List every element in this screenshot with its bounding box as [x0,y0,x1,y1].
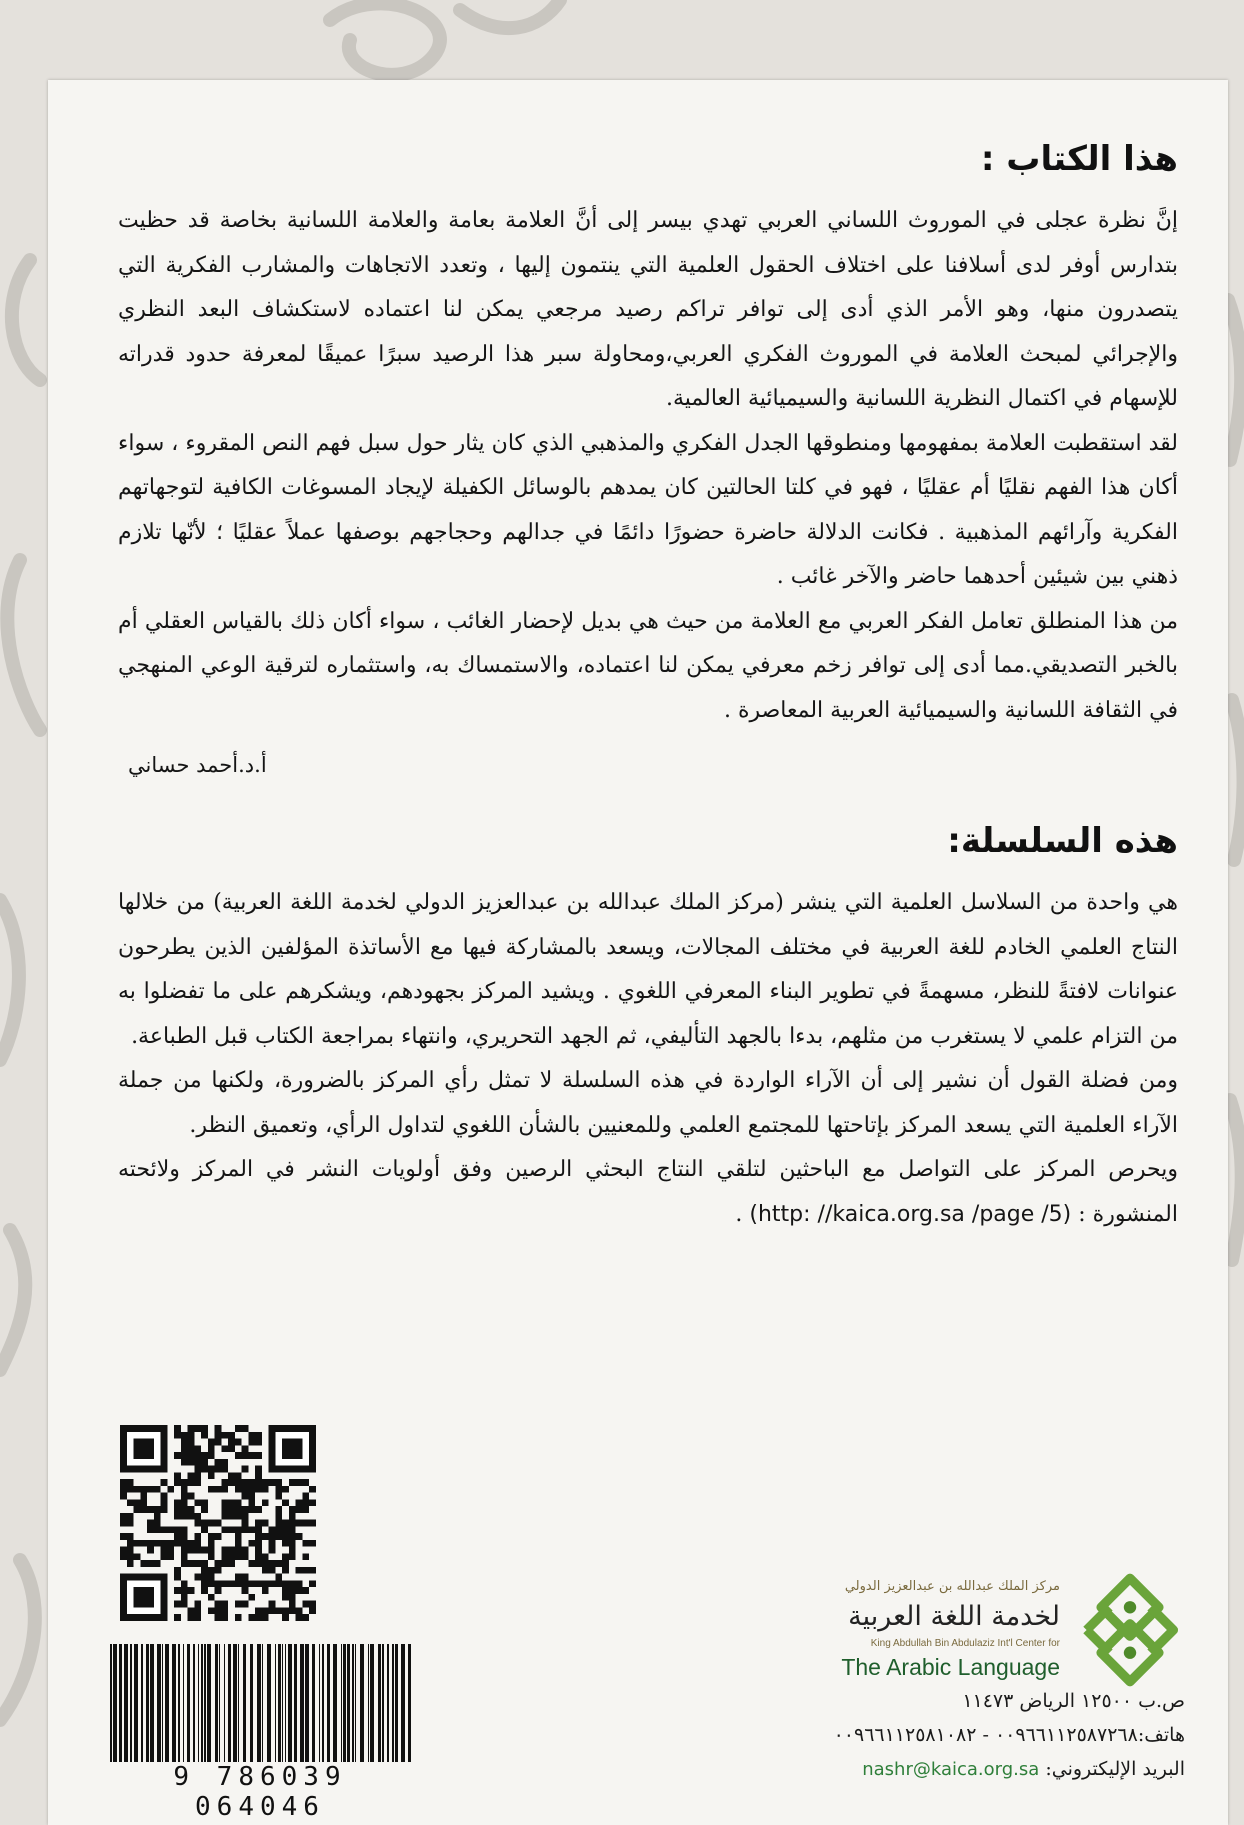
phone-numbers: هاتف:٠٠٩٦٦١١٢٥٨٧٢٦٨ - ٠٠٩٦٦١١٢٥٨١٠٨٢ [833,1724,1185,1746]
contact-block [700,1684,1185,1787]
po-box: ص.ب ١٢٥٠٠ الرياض ١١٤٧٣ [962,1690,1185,1712]
center-logo-icon [1068,1568,1192,1692]
series-paragraph-end: . [735,1201,743,1227]
book-paragraph-2: لقد استقطبت العلامة بمفهومها ومنطوقها الجدل الفكري والمذهبي الذي كان يثار حول سبل فهم النص المقروء ، سواء أكان هذا الفهم نقليًا أم عقليًا ، فهو في كلتا الحالتين كان يمدهم بالوسائل الكفيلة لإيجاد المسوغات الكافية لتوجهاتهم الفكرية وآرائهم المذهبية . فكانت الدلالة حاضرة حضورًا دائمًا في جدالهم وحجاجهم بوصفها عملاً عقليًا ؛ لأنّها تلازم ذهني بين شيئين أحدهما حاضر والآخر غائب . [118,430,1178,589]
book-paragraph-3: من هذا المنطلق تعامل الفكر العربي مع العلامة من حيث هي بديل لإحضار الغائب ، سواء أكان ذلك بالقياس العقلي أم بالخبر التصديقي.مما أدى إلى توافر زخم معرفي يمكن لنا اعتماده، والاستمساك به، واستثماره لترقية الوعي المنهجي في الثقافة اللسانية والسيميائية العربية المعاصرة . [118,608,1178,723]
center-name-en-main: The Arabic Language [841,1654,1060,1680]
center-name-en-small: King Abdullah Bin Abdulaziz Int'l Center for [870,1638,1060,1649]
isbn-number: 9 786039 064046 [100,1762,420,1822]
series-heading: هذه السلسلة: [947,821,1178,861]
series-paragraph-2: ومن فضلة القول أن نشير إلى أن الآراء الواردة في هذه السلسلة لا تمثل رأي المركز بالضرورة، ولكنها من جملة الآراء العلمية التي يسعد المركز بإتاحتها للمجتمع العلمي وللمعنيين بالشأن اللغوي لتداول الرأي، وتعميق النظر. [118,1068,1178,1138]
series-paragraph-1: هي واحدة من السلاسل العلمية التي ينشر (مركز الملك عبدالله بن عبدالعزيز الدولي لخدمة اللغة العربية) من خلالها النتاج العلمي الخادم للغة العربية في مختلف المجالات، ويسعد بالمشاركة فيها مع الأساتذة المؤلفين الذين يطرحون عنوانات لافتةً للنظر، مسهمةً في تطوير البناء المعرفي اللغوي . ويشيد المركز بجهودهم، ويشكرهم على ما تفضلوا به من التزام علمي لا يستغرب من مثلهم، بدءا بالجهد التأليفي، ثم الجهد التحريري، وانتهاء بمراجعة الكتاب قبل الطباعة. [118,890,1178,1049]
series-url[interactable]: (http: //kaica.org.sa /page /5) [749,1201,1072,1227]
text-body [118,135,1178,1237]
center-name-ar-main: لخدمة اللغة العربية [848,1601,1060,1632]
qr-code[interactable] [120,1425,316,1621]
book-paragraph-1: إنَّ نظرة عجلى في الموروث اللساني العربي تهدي بيسر إلى أنَّ العلامة بعامة والعلامة اللسانية بخاصة قد حظيت بتدارس أوفر لدى أسلافنا على اختلاف الحقول العلمية التي ينتمون إليها ، وتعدد الاتجاهات والمشارب الفكرية التي يتصدرون منها، وهو الأمر الذي أدى إلى توافر تراكم رصيد مرجعي يمكن لنا اعتماده لاستكشاف البعد النظري والإجرائي لمبحث العلامة في الموروث الفكري العربي،ومحاولة سبر هذا الرصيد سبرًا عميقًا لمعرفة حدود قدراته للإسهام في اكتمال النظرية اللسانية والسيميائية العالمية. [118,208,1178,411]
author-signature: أ.د.أحمد حساني [128,753,267,777]
center-name-ar-top: مركز الملك عبدالله بن عبدالعزيز الدولي [844,1579,1060,1594]
series-paragraph-3 [118,1148,1178,1237]
series-paragraph-3-text: ويحرص المركز على التواصل مع الباحثين لتلقي النتاج البحثي الرصين وفق أولويات النشر في المركز ولائحته المنشورة : [118,1157,1178,1227]
email-label: البريد الإليكتروني: [1045,1758,1185,1780]
email-line [700,1752,1185,1787]
email-link[interactable]: nashr@kaica.org.sa [862,1759,1040,1780]
center-name-block [760,1577,1060,1683]
book-heading: هذا الكتاب : [980,139,1178,179]
